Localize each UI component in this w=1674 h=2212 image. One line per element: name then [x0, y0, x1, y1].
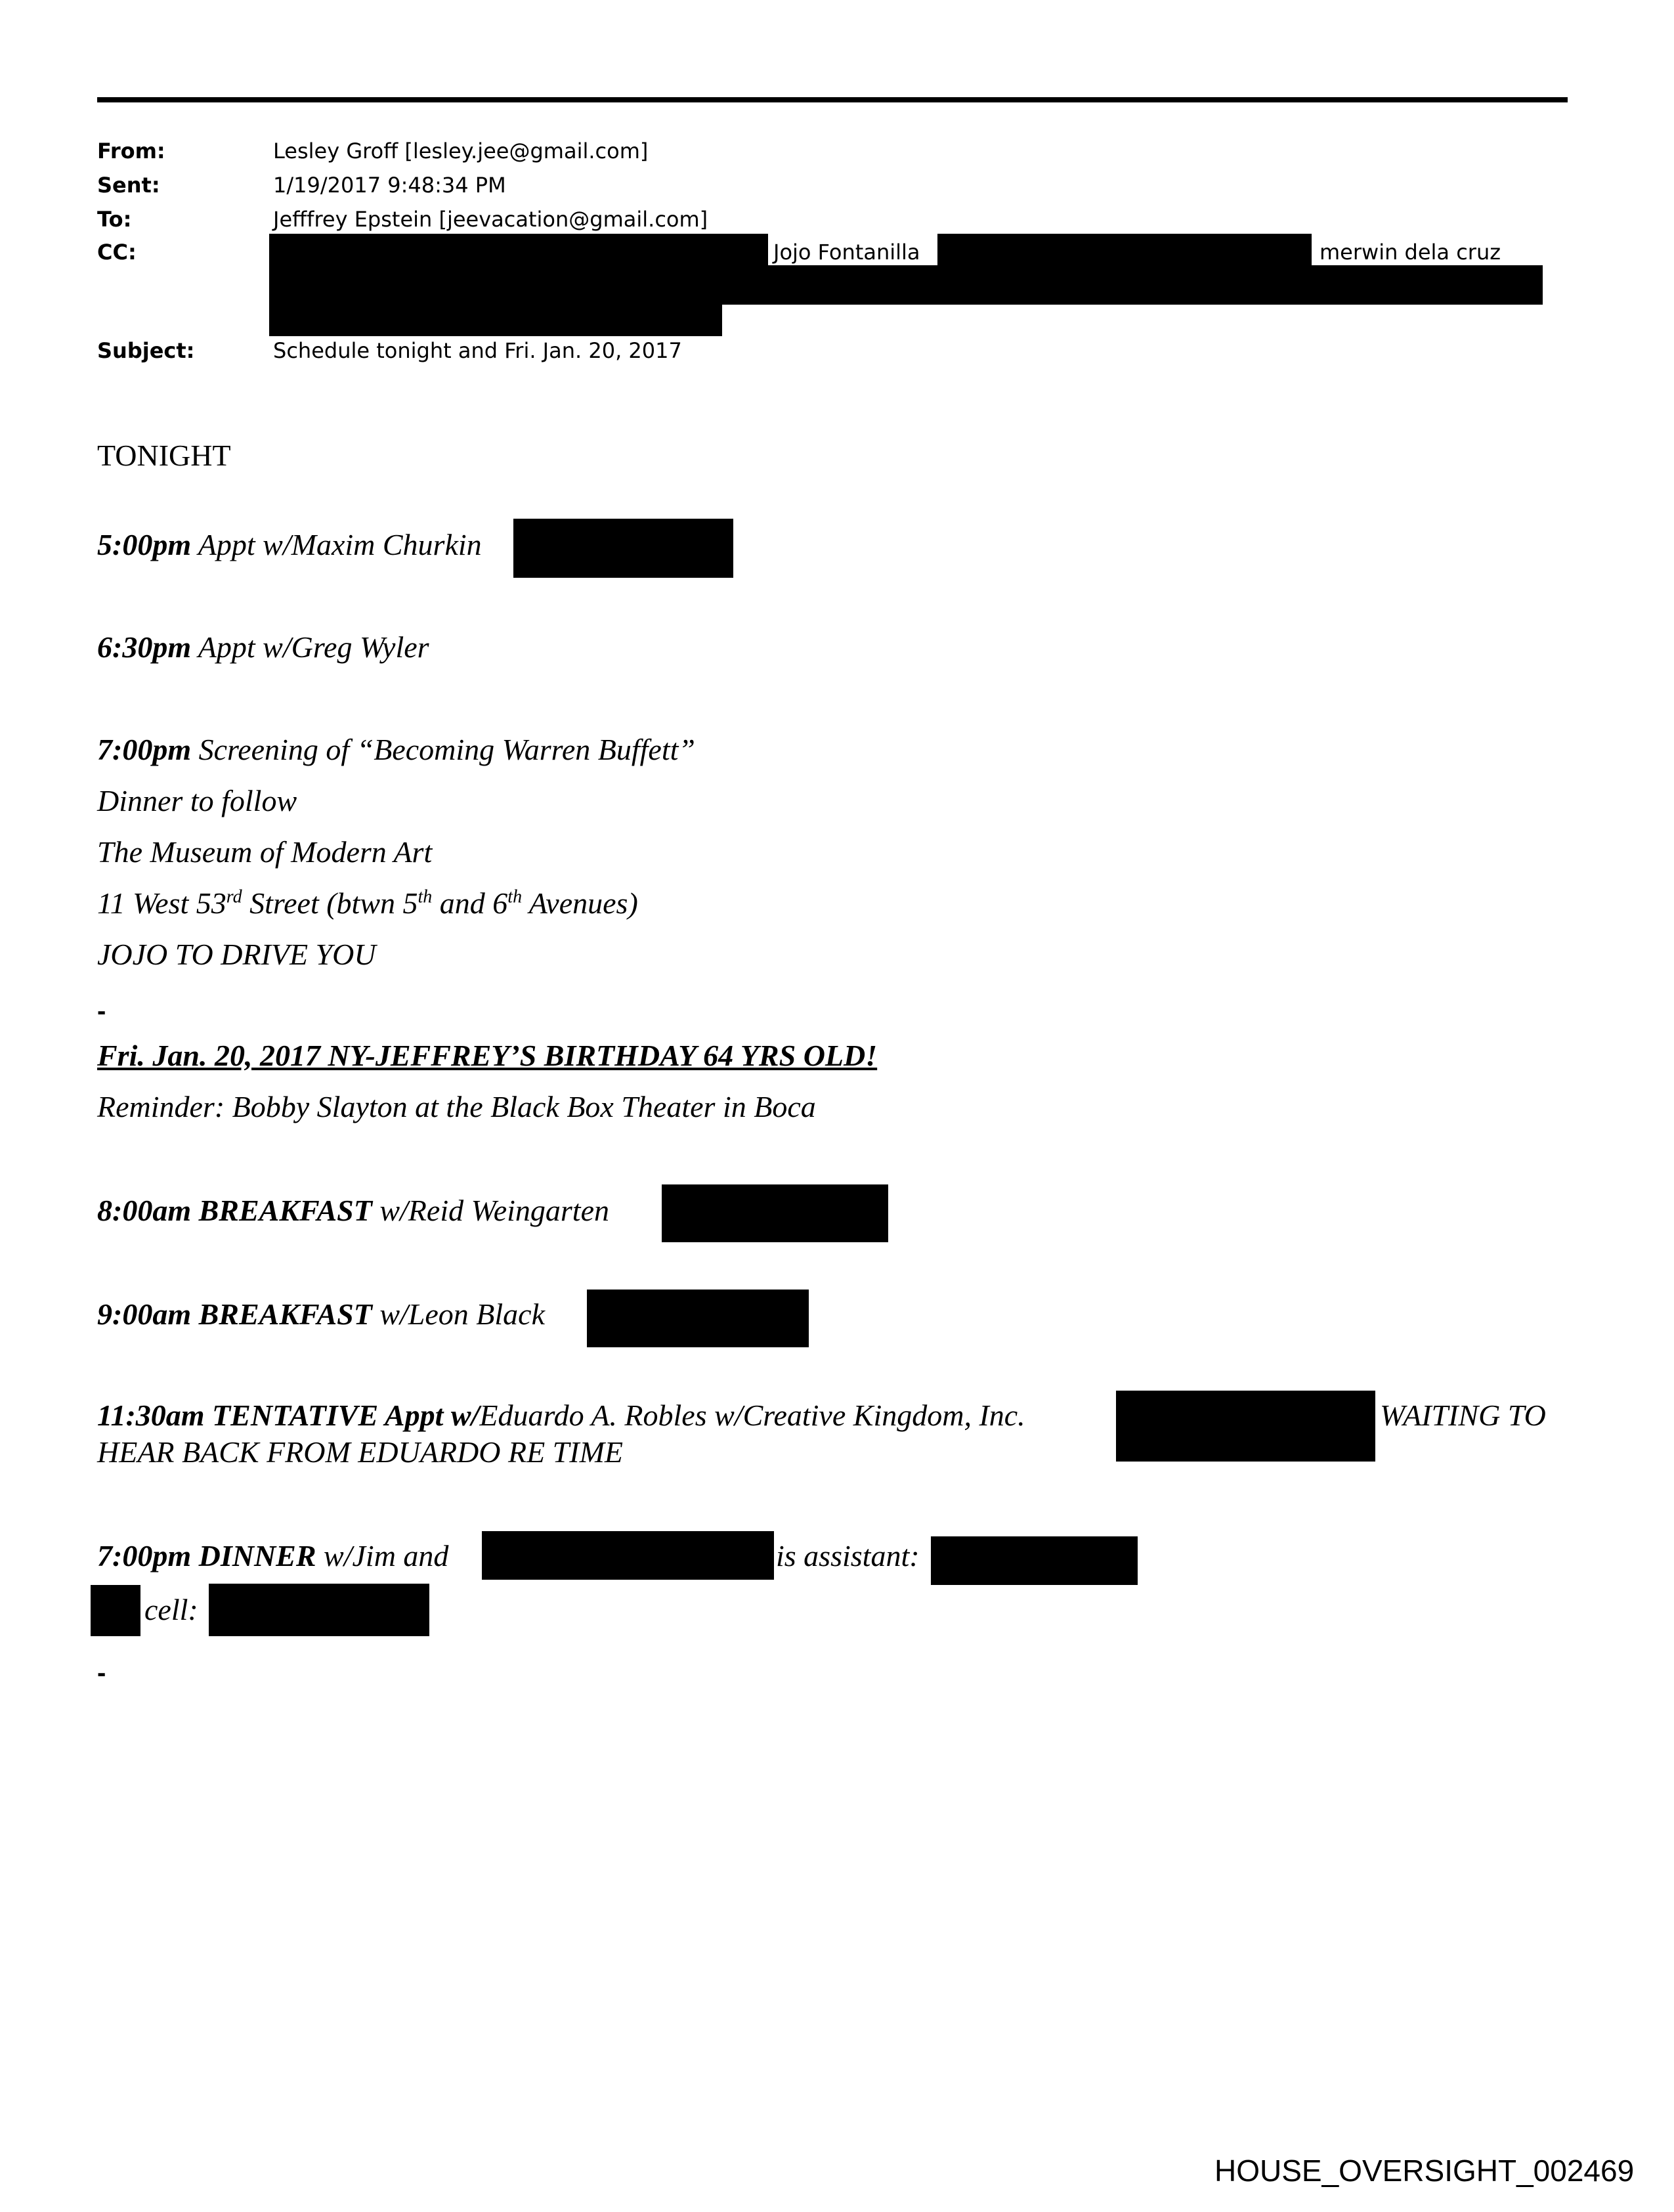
cc-redaction-4: [269, 302, 722, 336]
bates-number: HOUSE_OVERSIGHT_002469: [1214, 2154, 1635, 2188]
cc-redaction-1: [269, 234, 768, 268]
redaction-8am: [662, 1184, 888, 1242]
event-text: Appt w/Maxim Churkin: [191, 528, 482, 561]
cc-label: CC:: [97, 240, 137, 265]
event-7pm-driver: JOJO TO DRIVE YOU: [97, 938, 376, 971]
event-text: w/Leon Black: [372, 1297, 546, 1331]
event-9am: [97, 1296, 545, 1333]
event-1130am: [97, 1397, 1025, 1434]
event-time: 7:00pm DINNER: [97, 1539, 316, 1572]
event-text: Appt w/Greg Wyler: [191, 630, 429, 664]
cc-name-jojo: Jojo Fontanilla: [773, 240, 920, 265]
event-7pm-address: [97, 885, 638, 922]
event-time: 5:00pm: [97, 528, 192, 561]
header-rule: [97, 97, 1568, 102]
event-time: 11:30am TENTATIVE Appt w/: [97, 1399, 480, 1432]
tonight-heading: TONIGHT: [97, 439, 231, 472]
address-part: 11 West 53: [97, 886, 226, 920]
redaction-assistant-name: [91, 1585, 140, 1636]
event-dinner-cell: cell:: [144, 1593, 198, 1626]
event-time: 6:30pm: [97, 630, 192, 664]
event-630pm: [97, 629, 429, 666]
event-text: Eduardo A. Robles w/Creative Kingdom, Inc.: [479, 1399, 1025, 1432]
subject-label: Subject:: [97, 338, 195, 363]
address-part: Street (btwn 5: [242, 886, 418, 920]
redaction-9am: [587, 1290, 809, 1347]
address-part: Avenues): [522, 886, 638, 920]
address-sup: th: [507, 886, 523, 907]
event-time: 9:00am BREAKFAST: [97, 1297, 372, 1331]
separator-dash-end: -: [97, 1659, 106, 1687]
event-dinner-assistant: is assistant:: [776, 1539, 920, 1572]
event-7pm-dinner: [97, 1538, 448, 1574]
event-7pm-line3: The Museum of Modern Art: [97, 835, 433, 869]
to-label: To:: [97, 207, 132, 232]
event-time: 7:00pm: [97, 733, 192, 766]
from-label: From:: [97, 139, 165, 163]
address-sup: th: [418, 886, 433, 907]
event-text: w/Jim and: [316, 1539, 449, 1572]
sent-value: 1/19/2017 9:48:34 PM: [273, 173, 506, 198]
to-value: Jefffrey Epstein [jeevacation@gmail.com]: [273, 207, 708, 232]
subject-value: Schedule tonight and Fri. Jan. 20, 2017: [273, 338, 682, 363]
reminder-line: Reminder: Bobby Slayton at the Black Box Theater in Boca: [97, 1090, 816, 1123]
event-7pm-line2: Dinner to follow: [97, 784, 297, 817]
separator-dash: -: [97, 997, 106, 1026]
redaction-dinner-assistant: [931, 1536, 1138, 1585]
address-part: and 6: [432, 886, 508, 920]
redaction-5pm: [513, 519, 733, 578]
redaction-1130am: [1116, 1391, 1375, 1462]
event-7pm: [97, 731, 695, 768]
redaction-dinner-name: [482, 1531, 774, 1580]
event-1130am-trail: WAITING TO: [1380, 1399, 1546, 1432]
redaction-cell-number: [209, 1584, 429, 1636]
sent-label: Sent:: [97, 173, 160, 198]
event-text: w/Reid Weingarten: [372, 1194, 609, 1227]
event-5pm: [97, 527, 482, 563]
from-value: Lesley Groff [lesley.jee@gmail.com]: [273, 139, 649, 163]
event-text: Screening of “Becoming Warren Buffett”: [191, 733, 695, 766]
friday-heading-text: Fri. Jan. 20, 2017 NY-JEFFREY’S BIRTHDAY 64 YRS OLD!: [97, 1039, 878, 1072]
cc-name-merwin: merwin dela cruz: [1320, 240, 1501, 265]
event-time: 8:00am BREAKFAST: [97, 1194, 372, 1227]
cc-redaction-3: [269, 265, 1543, 305]
friday-heading: [97, 1037, 877, 1074]
event-8am: [97, 1192, 609, 1229]
cc-redaction-2: [937, 234, 1312, 268]
event-1130am-line2: HEAR BACK FROM EDUARDO RE TIME: [97, 1435, 624, 1469]
address-sup: rd: [226, 886, 242, 907]
